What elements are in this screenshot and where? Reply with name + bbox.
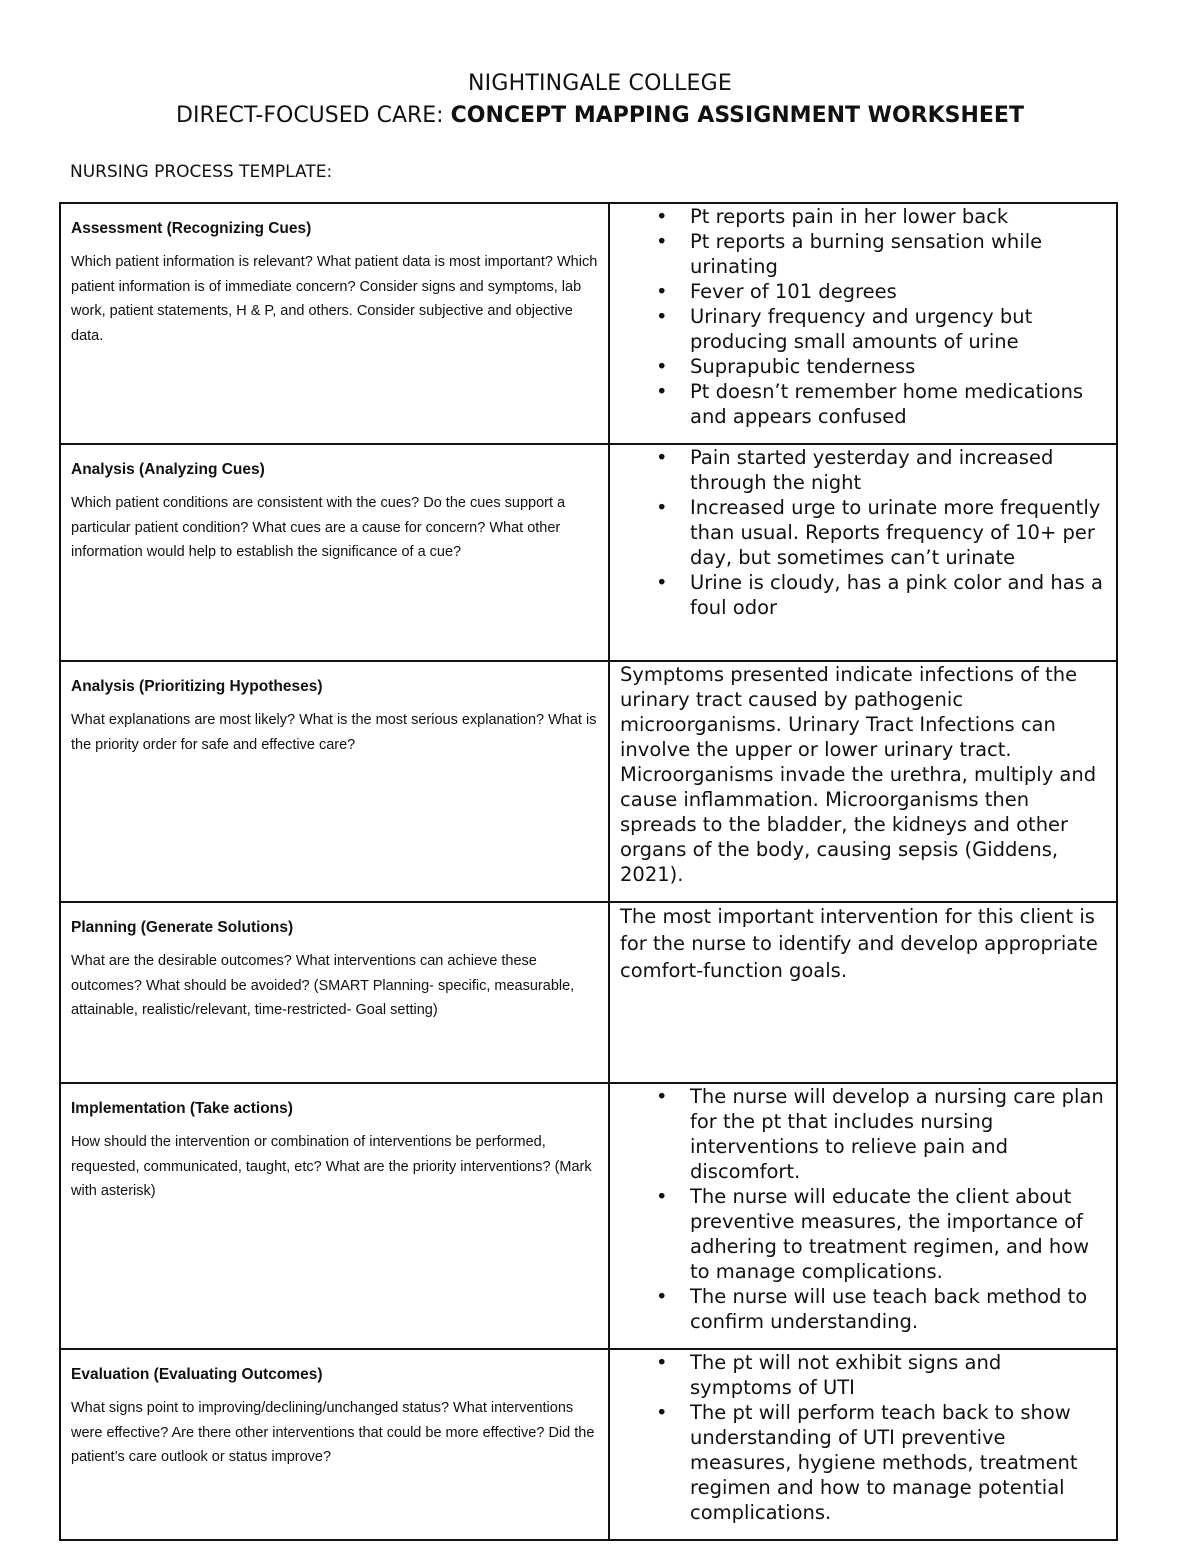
list-item-text: The pt will not exhibit signs and symptoms of UTI <box>690 1351 1002 1399</box>
answer-paragraph: The most important intervention for this client is for the nurse to identify and develop appropriate comfort-function goals. <box>620 905 1098 982</box>
bullet-icon: • <box>656 1351 668 1374</box>
college-name: NIGHTINGALE COLLEGE <box>467 71 732 96</box>
bullet-icon: • <box>656 1401 668 1424</box>
list-item-text: The nurse will develop a nursing care plan for the pt that includes nursing interventions to relieve pain and discomfort. <box>690 1085 1104 1183</box>
list-item <box>610 229 1108 279</box>
list-item-text: Urine is cloudy, has a pink color and has a foul odor <box>690 571 1103 619</box>
worksheet-title-bold: CONCEPT MAPPING ASSIGNMENT WORKSHEET <box>450 103 1024 128</box>
prompt-cell <box>60 1349 609 1540</box>
bullet-icon: • <box>656 380 668 403</box>
document-header <box>0 70 1200 132</box>
list-item <box>610 1084 1108 1184</box>
bullet-icon: • <box>656 496 668 519</box>
section-prompt: Which patient information is relevant? What patient data is most important? Which patient information is of immediate concern? Consider signs and symptoms, lab work, patient statements, H & P, and others. Consider subjective and objective data. <box>71 254 598 344</box>
answer-cell <box>609 1349 1117 1540</box>
prompt-cell <box>60 902 609 1083</box>
bullet-icon: • <box>656 446 668 469</box>
answer-paragraph: Symptoms presented indicate infections of the urinary tract caused by pathogenic microorganisms. Urinary Tract Infections can involve the upper or lower urinary tract. Microorganisms invade the urethra, multiply and cause inflammation. Microorganisms then spreads to the bladder, the kidneys and other organs of the body, causing sepsis (Giddens, 2021). <box>620 663 1097 886</box>
list-item <box>610 1184 1108 1284</box>
bullet-icon: • <box>656 230 668 253</box>
list-item <box>610 304 1108 354</box>
list-item-text: Pain started yesterday and increased through the night <box>690 446 1054 494</box>
worksheet-title-prefix: DIRECT-FOCUSED CARE: <box>176 103 451 128</box>
list-item-text: Pt doesn’t remember home medications and appears confused <box>690 380 1084 428</box>
list-item <box>610 379 1108 429</box>
bullet-icon: • <box>656 1085 668 1108</box>
list-item-text: Pt reports pain in her lower back <box>690 205 1009 228</box>
section-title: Planning (Generate Solutions) <box>71 919 294 936</box>
list-item-text: The pt will perform teach back to show understanding of UTI preventive measures, hygiene methods, treatment regimen and how to manage potential complications. <box>690 1401 1078 1524</box>
section-title: Implementation (Take actions) <box>71 1100 293 1117</box>
list-item <box>610 445 1108 495</box>
bullet-icon: • <box>656 280 668 303</box>
worksheet-title <box>0 100 1200 132</box>
answer-cell <box>609 444 1117 661</box>
list-item <box>610 354 1108 379</box>
answer-cell <box>609 902 1117 1083</box>
prompt-cell <box>60 1083 609 1349</box>
answer-list <box>610 445 1116 620</box>
answer-cell <box>609 203 1117 444</box>
section-prompt: How should the intervention or combination of interventions be performed, requested, communicated, taught, etc? What are the priority interventions? (Mark with asterisk) <box>71 1134 592 1199</box>
answer-list <box>610 1350 1116 1525</box>
section-title: Evaluation (Evaluating Outcomes) <box>71 1366 323 1383</box>
bullet-icon: • <box>656 355 668 378</box>
template-label: NURSING PROCESS TEMPLATE: <box>70 162 333 182</box>
list-item-text: Urinary frequency and urgency but producing small amounts of urine <box>690 305 1033 353</box>
list-item <box>610 495 1108 570</box>
section-prompt: What are the desirable outcomes? What interventions can achieve these outcomes? What should be avoided? (SMART Planning- specific, measurable, attainable, realistic/relevant, time-restricted- Goal setting) <box>71 953 575 1018</box>
list-item <box>610 1350 1108 1400</box>
list-item <box>610 570 1108 620</box>
section-title: Analysis (Analyzing Cues) <box>71 461 265 478</box>
list-item <box>610 279 1108 304</box>
table-row-planning <box>60 902 1117 1083</box>
answer-list <box>610 204 1116 429</box>
section-title: Assessment (Recognizing Cues) <box>71 220 312 237</box>
table-row-prioritizing-hypotheses <box>60 661 1117 902</box>
prompt-cell <box>60 661 609 902</box>
section-prompt: Which patient conditions are consistent with the cues? Do the cues support a particular patient condition? What cues are a cause for concern? What other information would help to establish the significance of a cue? <box>71 495 566 560</box>
table-row-implementation <box>60 1083 1117 1349</box>
list-item-text: The nurse will use teach back method to confirm understanding. <box>690 1285 1088 1333</box>
list-item <box>610 1284 1108 1334</box>
list-item <box>610 1400 1108 1525</box>
table-row-evaluation <box>60 1349 1117 1540</box>
bullet-icon: • <box>656 1185 668 1208</box>
prompt-cell <box>60 444 609 661</box>
bullet-icon: • <box>656 205 668 228</box>
answer-cell <box>609 1083 1117 1349</box>
table-row-assessment <box>60 203 1117 444</box>
list-item-text: The nurse will educate the client about preventive measures, the importance of adhering to treatment regimen, and how to manage complications. <box>690 1185 1090 1283</box>
list-item-text: Pt reports a burning sensation while urinating <box>690 230 1043 278</box>
list-item-text: Increased urge to urinate more frequently than usual. Reports frequency of 10+ per day, but sometimes can’t urinate <box>690 496 1101 569</box>
section-title: Analysis (Prioritizing Hypotheses) <box>71 678 323 695</box>
section-prompt: What signs point to improving/declining/unchanged status? What interventions were effective? Are there other interventions that could be more effective? Did the patient’s care outlook or status improve? <box>71 1400 595 1465</box>
list-item-text: Fever of 101 degrees <box>690 280 897 303</box>
bullet-icon: • <box>656 305 668 328</box>
prompt-cell <box>60 203 609 444</box>
bullet-icon: • <box>656 1285 668 1308</box>
list-item <box>610 204 1108 229</box>
answer-cell <box>609 661 1117 902</box>
list-item-text: Suprapubic tenderness <box>690 355 916 378</box>
section-prompt: What explanations are most likely? What is the most serious explanation? What is the priority order for safe and effective care? <box>71 712 597 753</box>
bullet-icon: • <box>656 571 668 594</box>
nursing-process-table <box>59 202 1118 1541</box>
answer-list <box>610 1084 1116 1334</box>
table-row-analyzing-cues <box>60 444 1117 661</box>
